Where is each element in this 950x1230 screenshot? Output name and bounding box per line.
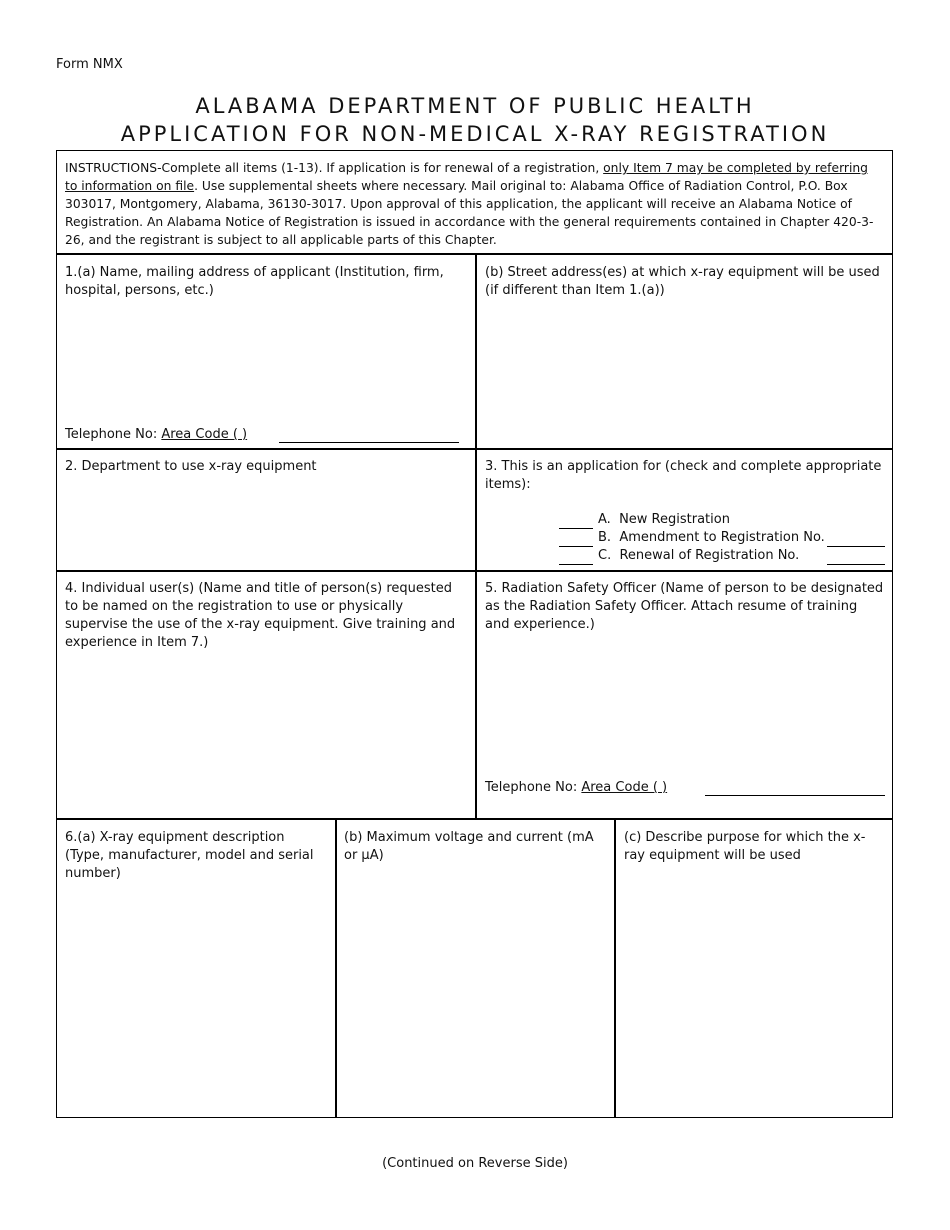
item6a-label: 6.(a) X-ray equipment description — [65, 830, 285, 845]
option-a-letter: A. — [598, 512, 611, 527]
form-frame — [56, 150, 893, 1118]
renewal-number-blank[interactable] — [827, 564, 885, 565]
page-title: ALABAMA DEPARTMENT OF PUBLIC HEALTH — [195, 94, 755, 118]
item6a-sub: (Type, manufacturer, model and serial number) — [65, 848, 314, 881]
instructions-underlined: only Item 7 may be completed by referring to information on file — [65, 161, 868, 193]
footer-note: (Continued on Reverse Side) — [382, 1156, 568, 1171]
item2-label: 2. Department to use x-ray equipment — [65, 459, 317, 474]
amendment-number-blank[interactable] — [827, 546, 885, 547]
item1b-label: (b) Street address(es) at which x-ray equipment will be used (if different than Item 1.(a)) — [485, 265, 880, 298]
option-b-letter: B. — [598, 530, 612, 545]
item4-label: 4. Individual user(s) (Name and title of person(s) requested to be named on the registration to use or physically supervise the use of the x-ray equipment. Give training and experience in Item 7.) — [65, 581, 456, 650]
option-b-blank[interactable] — [559, 546, 593, 547]
item1a-phone — [65, 426, 247, 444]
item5-phone — [485, 779, 667, 797]
item5-label: 5. Radiation Safety Officer (Name of person to be designated as the Radiation Safety Officer. Attach resume of training and experience.) — [485, 581, 884, 632]
phone-underline-1 — [279, 442, 459, 443]
instructions-part1: INSTRUCTIONS-Complete all items (1-13). If application is for renewal of a registration, — [65, 161, 604, 175]
area-code-field-5[interactable]: Area Code ( ) — [581, 780, 668, 795]
area-code-field[interactable]: Area Code ( ) — [161, 427, 248, 442]
option-c-text: Renewal of Registration No. — [619, 548, 800, 563]
telephone-label-5: Telephone No: — [485, 780, 578, 795]
option-c-blank[interactable] — [559, 564, 593, 565]
telephone-label: Telephone No: — [65, 427, 158, 442]
divider-col6-2 — [614, 820, 616, 1117]
item6c-label: (c) Describe purpose for which the x-ray equipment will be used — [624, 830, 866, 863]
option-b — [598, 529, 825, 547]
form-id: Form NMX — [56, 57, 123, 72]
item1a-label: 1.(a) Name, mailing address of applicant (Institution, firm, hospital, persons, etc.) — [65, 265, 444, 298]
page-subtitle: APPLICATION FOR NON-MEDICAL X-RAY REGISTRATION — [120, 122, 830, 146]
option-c-letter: C. — [598, 548, 612, 563]
option-a-blank[interactable] — [559, 528, 593, 529]
option-a — [598, 511, 730, 529]
instructions-part2: . Use supplemental sheets where necessary. Mail original to: Alabama Office of Radiation Control, P.O. Box 303017, Montgomery, Alabama, 36130-3017. Upon approval of this application, the applicant will receive an Alabama Notice of Registration. An Alabama Notice of Registration is issued in accordance with the general requirements contained in Chapter 420-3-26, and the registrant is subject to all applicable parts of this Chapter. — [65, 179, 874, 247]
phone-underline-5 — [705, 795, 885, 796]
divider-col6-1 — [335, 820, 337, 1117]
option-a-text: New Registration — [619, 512, 730, 527]
divider-row3 — [57, 818, 892, 820]
item3-label: 3. This is an application for (check and complete appropriate items): — [485, 459, 882, 492]
item6b-label: (b) Maximum voltage and current (mA or µA) — [344, 830, 594, 863]
instructions-text — [65, 159, 883, 249]
divider-col-mid — [475, 254, 477, 818]
option-b-text: Amendment to Registration No. — [619, 530, 825, 545]
option-c — [598, 547, 799, 565]
